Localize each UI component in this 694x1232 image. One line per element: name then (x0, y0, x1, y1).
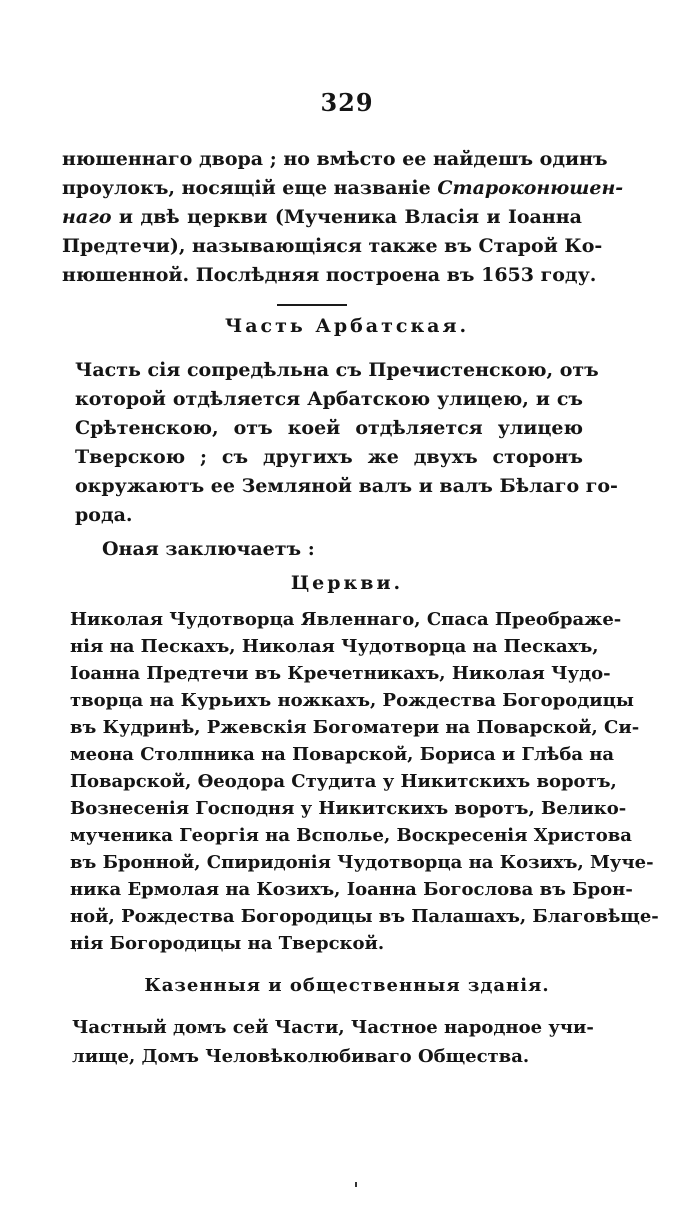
section-divider (277, 304, 347, 306)
text-line: въ Кудринѣ, Ржевскія Богоматери на Поварской, Си- (70, 717, 640, 738)
text-line: рода. (75, 504, 133, 526)
page-number: 329 (320, 88, 374, 117)
text-line: Николая Чудотворца Явленнаго, Спаса Преображе- (70, 609, 622, 630)
paragraph-church-list (70, 606, 659, 957)
text-fragment: и двѣ церкви (Мученика Власія и Іоанна (111, 206, 582, 228)
text-line: Предтечи), называющіяся также въ Старой Ко- (62, 235, 603, 257)
text-line: лище, Домъ Человѣколюбиваго Общества. (72, 1046, 530, 1067)
text-line: которой отдѣляется Арбатскою улицею, и съ (75, 388, 583, 410)
text-line: нія Богородицы на Тверской. (70, 933, 385, 954)
text-line: Часть сія сопредѣльна съ Пречистенскою, отъ (75, 359, 599, 381)
text-line: Вознесенія Господня у Никитскихъ воротъ, Велико- (70, 798, 627, 819)
text-line (62, 174, 624, 203)
paragraph-buildings-list (72, 1013, 594, 1071)
italic-term: наго (62, 206, 112, 228)
text-line: ной, Рождества Богородицы въ Палашахъ, Благовѣще- (70, 906, 659, 927)
text-line: окружаютъ ее Земляной валъ и валъ Бѣлаго го- (75, 475, 618, 497)
text-line: меона Столпника на Поварской, Бориса и Глѣба на (70, 744, 615, 765)
print-speck (355, 1182, 357, 1187)
section-heading-arbat: Часть Арбатская. (224, 315, 470, 337)
text-line: нюшеннаго двора ; но вмѣсто ее найдешъ одинъ (62, 148, 608, 170)
text-line: Срѣтенскою, отъ коей отдѣляется улицею (75, 417, 583, 439)
text-fragment: проулокъ, носящій еще названіе (62, 177, 431, 199)
text-line (62, 203, 582, 232)
text-line: ника Ермолая на Козихъ, Іоанна Богослова въ Брон- (70, 879, 633, 900)
text-line: Поварской, Ѳеодора Студита у Никитскихъ воротъ, (70, 771, 617, 792)
text-line: нюшенной. Послѣдняя построена въ 1653 году. (62, 264, 597, 286)
italic-term: Староконюшен- (437, 177, 624, 199)
text-line: Частный домъ сей Части, Частное народное учи- (72, 1017, 594, 1038)
paragraph-arbat-boundaries (75, 356, 618, 530)
paragraph-staroe-konyushennoe (62, 145, 624, 290)
text-line: нія на Пескахъ, Николая Чудотворца на Пескахъ, (70, 636, 599, 657)
section-heading-buildings: Казенныя и общественныя зданія. (144, 975, 550, 996)
text-line: творца на Курьихъ ножкахъ, Рождества Богородицы (70, 690, 634, 711)
text-line: Іоанна Предтечи въ Кречетникахъ, Николая Чудо- (70, 663, 611, 684)
text-line: въ Бронной, Спиридонія Чудотворца на Козихъ, Муче- (70, 852, 654, 873)
text-line: Тверскою ; съ другихъ же двухъ сторонъ (75, 446, 583, 468)
text-line: мученика Георгія на Всполье, Воскресенія Христова (70, 825, 632, 846)
section-heading-churches: Церкви. (290, 572, 404, 594)
contains-label: Оная заключаетъ : (102, 538, 315, 560)
